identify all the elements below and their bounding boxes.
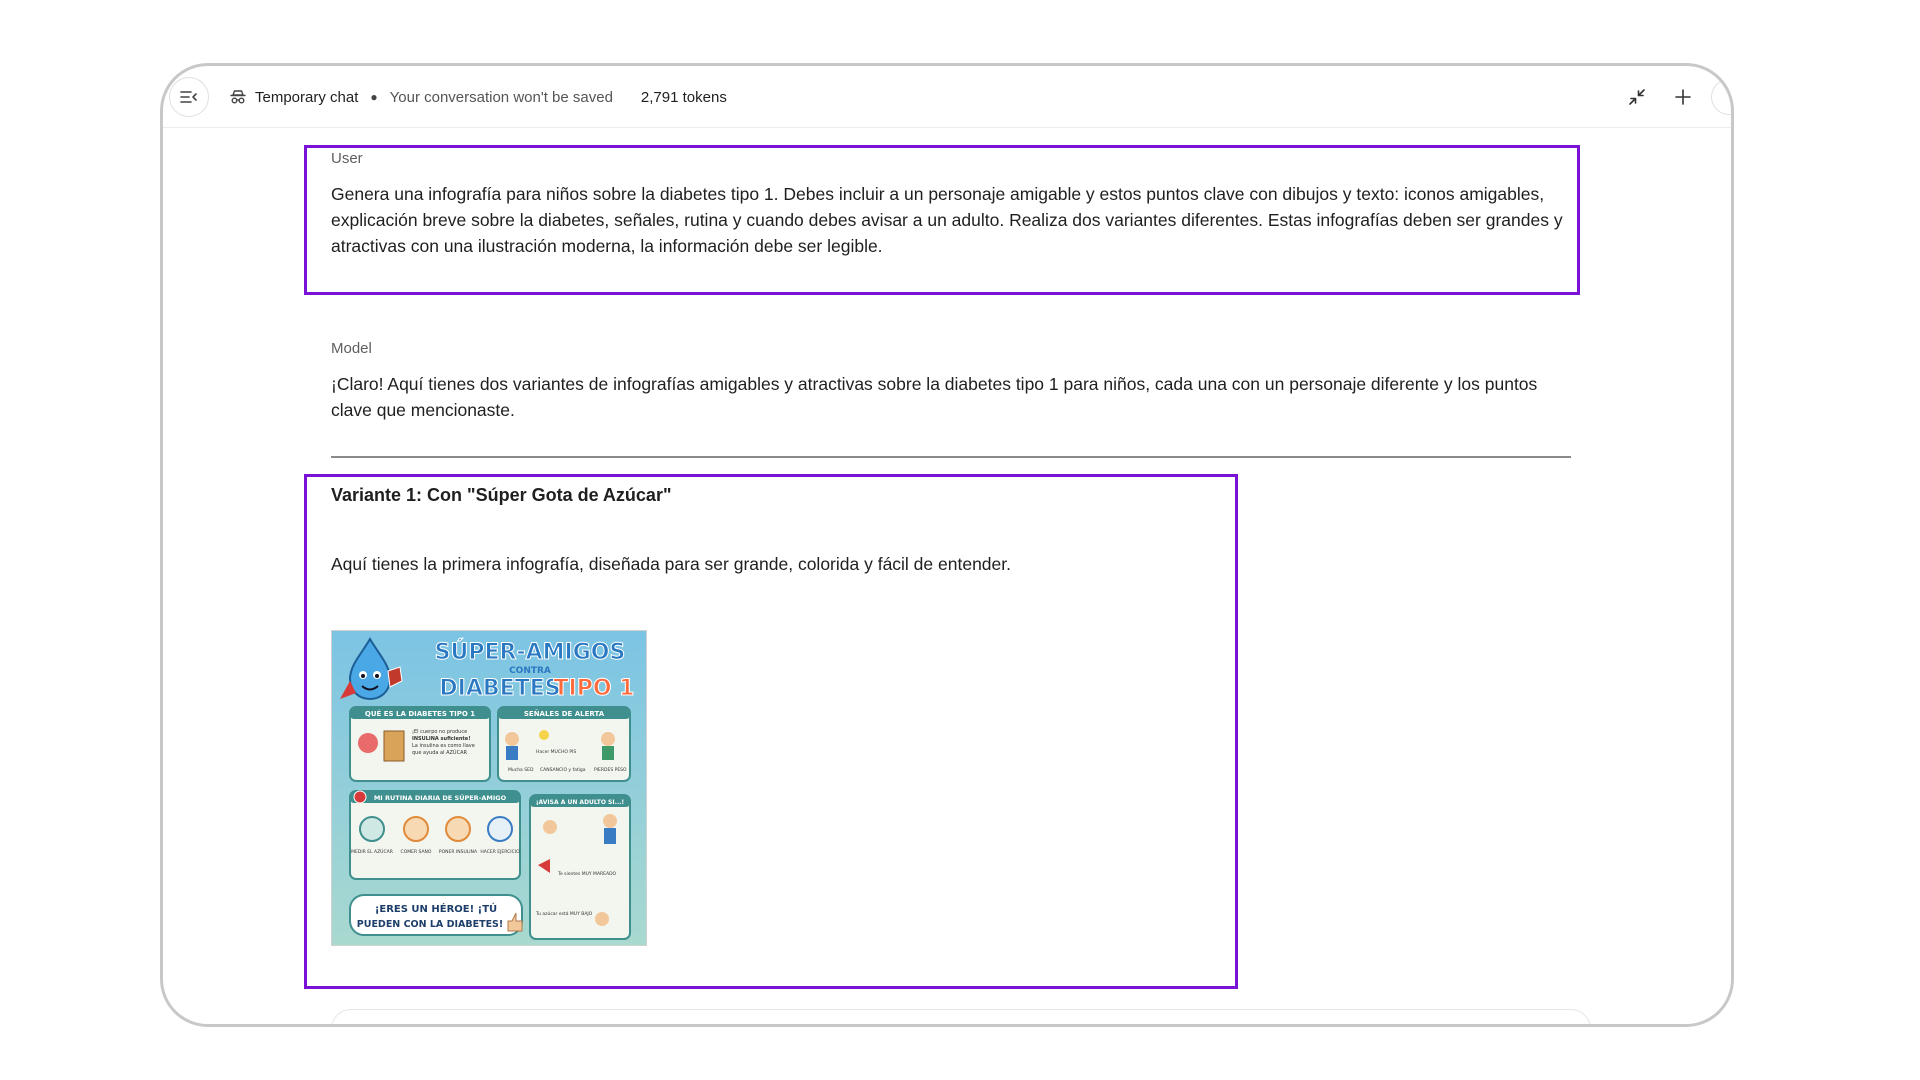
- plus-icon: [1674, 88, 1692, 106]
- infographic-title-tipo: TIPO 1: [553, 676, 635, 701]
- not-saved-note: Your conversation won't be saved: [389, 88, 613, 106]
- highlight-user-message: [304, 145, 1580, 295]
- hero-line2: PUEDEN CON LA DIABETES!: [356, 919, 504, 930]
- panel4-a: Te sientes MUY MAREADO: [558, 872, 617, 877]
- panel3-b: COMER SANO: [400, 850, 432, 855]
- more-options-button[interactable]: [1711, 79, 1731, 115]
- hero-line1: ¡ERES UN HÉROE! ¡TÚ: [374, 904, 498, 915]
- panel2-c: CANSANCIO y fatiga: [540, 768, 586, 773]
- compare-button[interactable]: [1619, 79, 1655, 115]
- panel4-b: Tu azúcar está MUY BAJO: [536, 912, 593, 917]
- panel3-c: PONER INSULINA: [438, 850, 478, 855]
- highlight-variant-section: [304, 474, 1238, 989]
- panel1-body4: que ayuda al AZÚCAR: [412, 750, 467, 756]
- infographic-title-line1: SÚPER-AMIGOS: [434, 640, 626, 665]
- sidebar-toggle-button[interactable]: [169, 77, 209, 117]
- horizontal-rule: [331, 456, 1571, 458]
- menu-collapse-icon: [180, 90, 198, 104]
- panel2-title: SEÑALES DE ALERTA: [523, 710, 605, 718]
- user-message-text: Genera una infografía para niños sobre la diabetes tipo 1. Debes incluir a un personaje amigable y estos puntos clave con dibujos y texto: iconos amigables, explicación breve sobre la diabetes, señales, rutina y cuando debes avisar a un adulto. Realiza dos variantes diferentes. Estas infografías deben ser grandes y atractivas con una ilustración moderna, la información debe ser legible.: [331, 184, 1563, 256]
- panel2-a: Mucha SED: [508, 768, 534, 773]
- panel2-d: PIERDES PESO: [594, 768, 627, 773]
- panel3-d: HACER EJERCICIO: [480, 850, 520, 855]
- panel3-a: MEDIR EL AZÚCAR: [351, 850, 393, 855]
- token-count: 2,791 tokens: [640, 88, 727, 106]
- top-bar: [163, 66, 1731, 128]
- prompt-input-area[interactable]: [331, 1009, 1591, 1027]
- panel4-title: ¡AVISA A UN ADULTO SI...!: [535, 799, 625, 806]
- variant-description: Aquí tienes la primera infografía, diseñada para ser grande, colorida y fácil de entender.: [331, 554, 1011, 574]
- chat-title-group: [229, 66, 727, 128]
- panel3-title: MI RUTINA DIARIA DE SÚPER-AMIGO: [373, 794, 507, 802]
- new-chat-button[interactable]: [1665, 79, 1701, 115]
- infographic-title-line2: CONTRA: [509, 666, 551, 676]
- user-role-label: User: [331, 150, 363, 167]
- variant-heading: Variante 1: Con "Súper Gota de Azúcar": [331, 485, 672, 505]
- temporary-chat-label: Temporary chat: [255, 88, 359, 106]
- panel2-b: Hacer MUCHO PIS: [536, 750, 577, 755]
- model-message-text: ¡Claro! Aquí tienes dos variantes de infografías amigables y atractivas sobre la diabetes tipo 1 para niños, cada una con un personaje diferente y los puntos clave que mencionaste.: [331, 374, 1538, 420]
- model-role-label: Model: [331, 340, 372, 357]
- panel1-title: QUÉ ES LA DIABETES TIPO 1: [364, 710, 476, 718]
- compress-arrows-icon: [1627, 87, 1647, 107]
- panel1-body3: La insulina es como llave: [412, 743, 475, 749]
- incognito-icon: [229, 88, 247, 106]
- separator-dot: ●: [370, 90, 378, 104]
- top-actions: [1619, 66, 1731, 128]
- panel1-body1: ¡El cuerpo no produce: [412, 729, 468, 735]
- infographic-title-line3: DIABETES: [439, 676, 561, 701]
- panel1-body2: INSULINA suficiente!: [412, 736, 471, 742]
